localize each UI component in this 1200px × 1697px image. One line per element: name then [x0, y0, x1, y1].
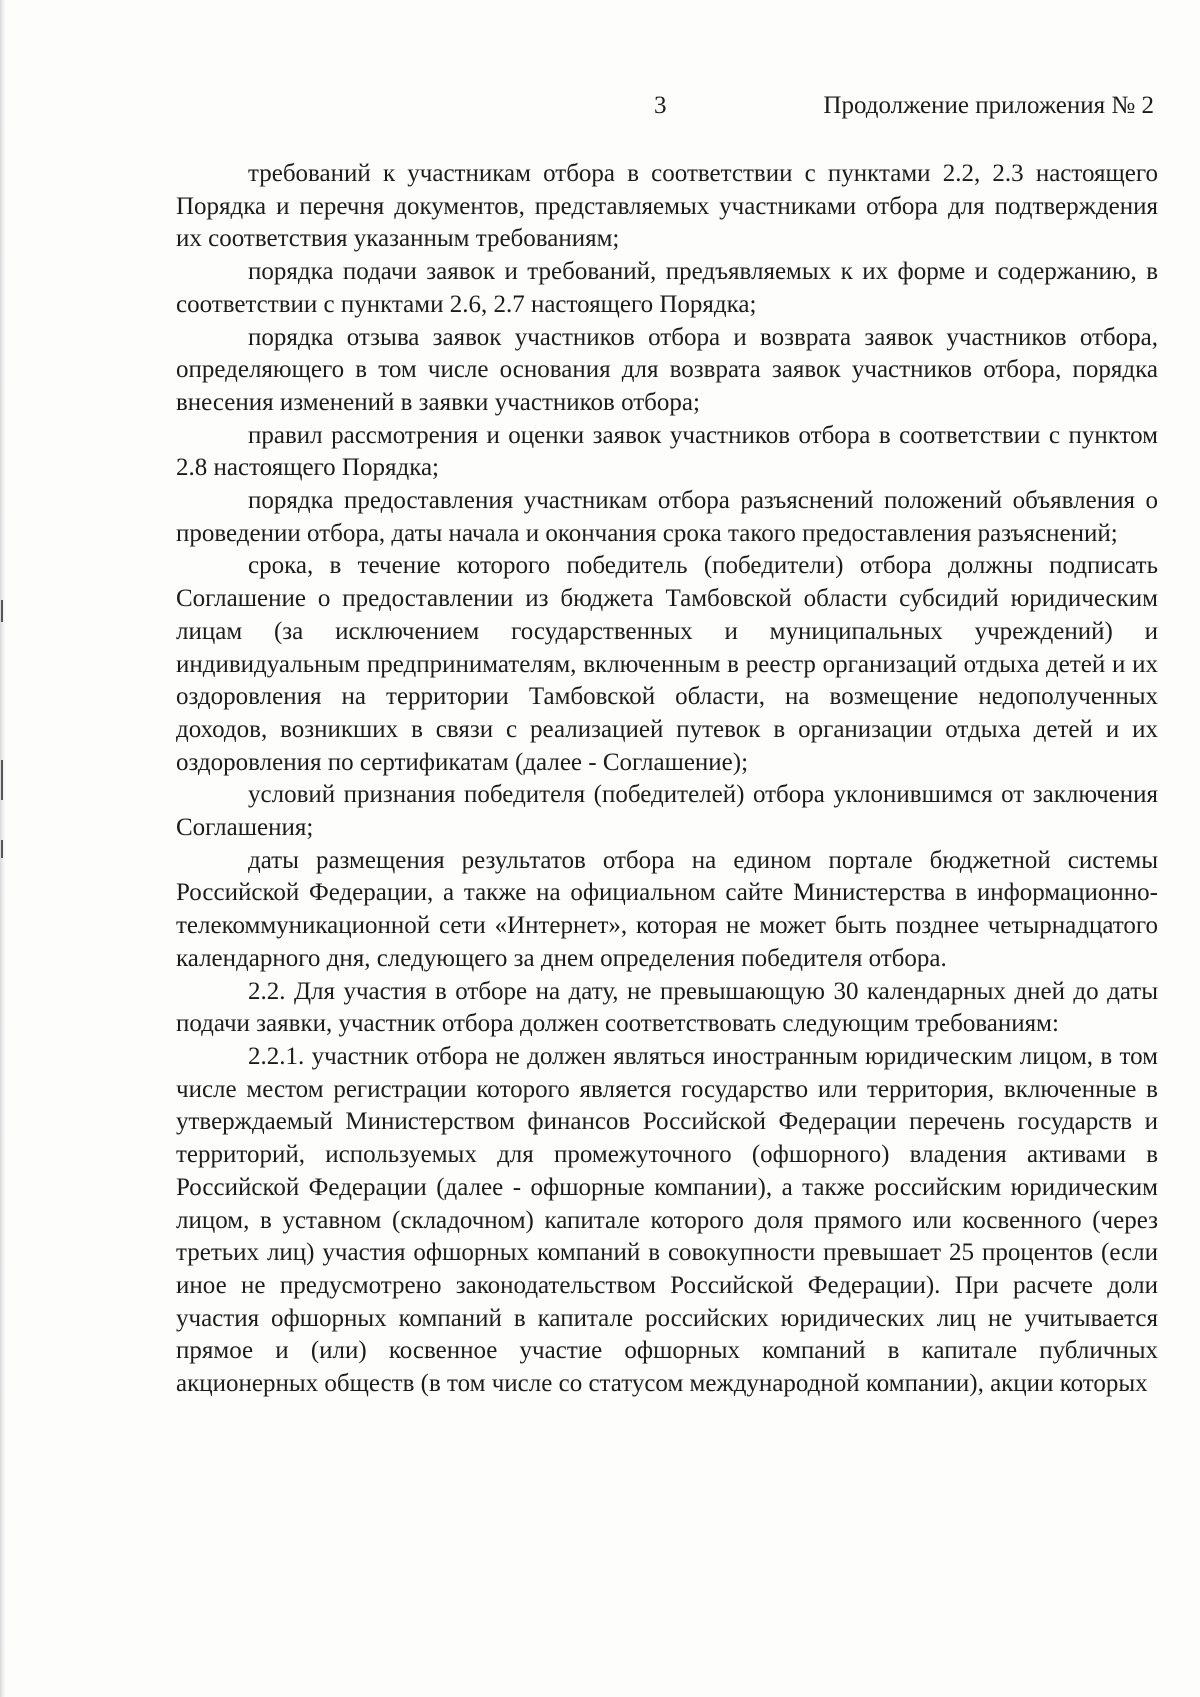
- document-body: [176, 158, 1158, 1401]
- scan-artifact-mark: [1, 600, 3, 622]
- scan-artifact-mark: [1, 760, 3, 800]
- page-header: [0, 92, 1200, 128]
- paragraph: порядка подачи заявок и требований, предъявляемых к их форме и содержанию, в соответствии с пунктами 2.6, 2.7 настоящего Порядка;: [176, 258, 1158, 318]
- paragraph: порядка отзыва заявок участников отбора и возврата заявок участников отбора, определяющего в том числе основания для возврата заявок участников отбора, порядка внесения изменений в заявки участников отбора;: [176, 323, 1158, 416]
- section-paragraph: 2.2. Для участия в отборе на дату, не превышающую 30 календарных дней до даты подачи заявки, участник отбора должен соответствовать следующим требованиям:: [176, 977, 1158, 1038]
- appendix-title: Продолжение приложения № 2: [823, 92, 1154, 119]
- paragraph: даты размещения результатов отбора на едином портале бюджетной системы Российской Федерации, а также на официальном сайте Министерства в информационно-телекоммуникационной сети «Интернет», которая не может быть позднее четырнадцатого календарного дня, следующего за днем определения победителя отбора.: [176, 846, 1158, 972]
- paragraph: условий признания победителя (победителей) отбора уклонившимся от заключения Соглашения;: [176, 781, 1158, 842]
- paragraph: требований к участникам отбора в соответствии с пунктами 2.2, 2.3 настоящего Порядка и перечня документов, представляемых участниками отбора для подтверждения их соответствия указанным требованиям;: [176, 160, 1158, 253]
- paragraph: порядка предоставления участникам отбора разъяснений положений объявления о проведении отбора, даты начала и окончания срока такого предоставления разъяснений;: [176, 487, 1158, 547]
- subsection-paragraph: 2.2.1. участник отбора не должен являться иностранным юридическим лицом, в том числе местом регистрации которого является государство или территория, включенные в утверждаемый Министерством финансов Российской Федерации перечень государств и территорий, используемых для промежуточного (офшорного) владения активами в Российской Федерации (далее - офшорные компании), а также российским юридическим лицом, в уставном (складочном) капитале которого доля прямого или косвенного (через третьих лиц) участия офшорных компаний в совокупности превышает 25 процентов (если иное не предусмотрено законодательством Российской Федерации). При расчете доли участия офшорных компаний в капитале российских юридических лиц не учитывается прямое и (или) косвенное участие офшорных компаний в капитале публичных акционерных обществ (в том числе со статусом международной компании), акции которых: [176, 1042, 1158, 1398]
- scan-artifact-mark: [1, 840, 3, 858]
- page-number: 3: [654, 92, 667, 119]
- paragraph: срока, в течение которого победитель (победители) отбора должны подписать Соглашение о предоставлении из бюджета Тамбовской области субсидий юридическим лицам (за исключением государственных и муниципальных учреждений) и индивидуальным предпринимателям, включенным в реестр организаций отдыха детей и их оздоровления на территории Тамбовской области, на возмещение недополученных доходов, возникших в связи с реализацией путевок в организации отдыха детей и их оздоровления по сертификатам (далее - Соглашение);: [176, 552, 1158, 776]
- paragraph: правил рассмотрения и оценки заявок участников отбора в соответствии с пунктом 2.8 настоящего Порядка;: [176, 421, 1158, 482]
